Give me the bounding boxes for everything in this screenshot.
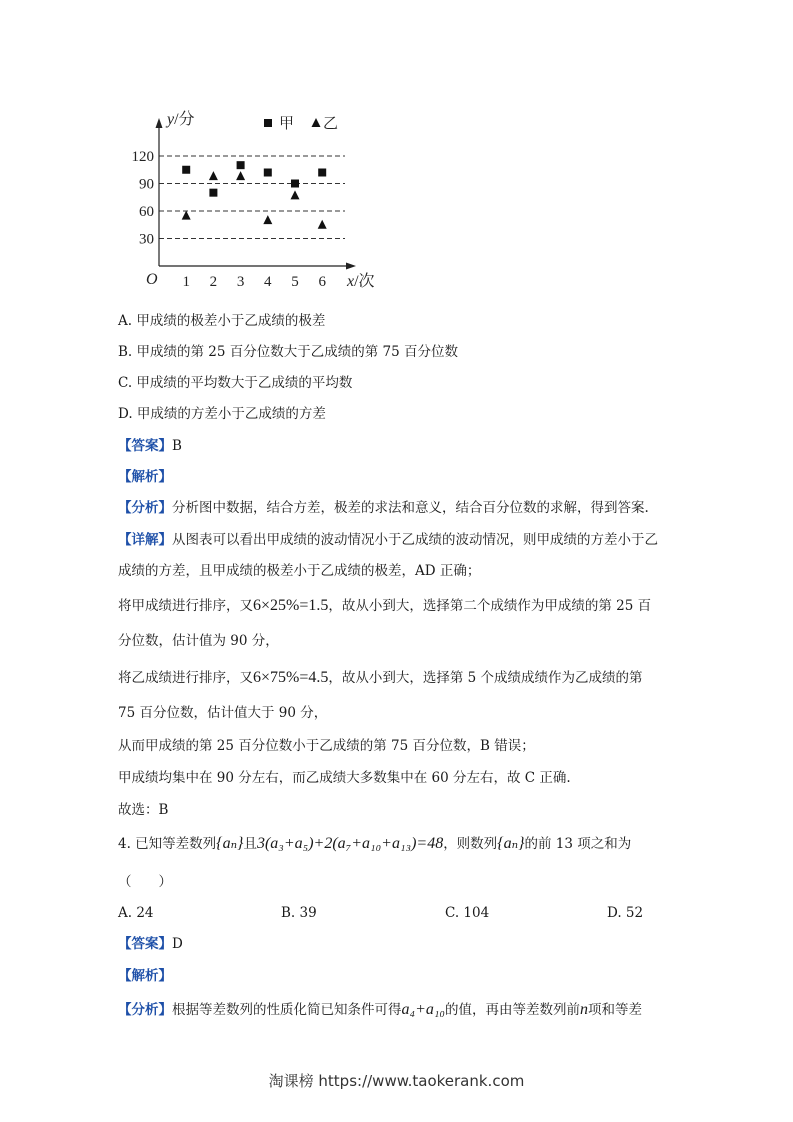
x-tick-5: 5 <box>291 274 299 290</box>
sort-yi-pre: 将乙成绩进行排序，又 <box>118 670 253 686</box>
q4-seq-2: {aₙ} <box>497 835 525 852</box>
q4-stem <box>118 834 631 854</box>
q4-post: ，则数列 <box>443 836 498 852</box>
q3-answer <box>118 436 182 456</box>
q3-analysis-heading <box>118 467 172 487</box>
q4-mid: 且 <box>243 836 257 852</box>
legend-label-yi: 乙 <box>323 116 339 132</box>
sort-yi-cont: 75 百分位数，估计值大于 90 分， <box>118 705 328 721</box>
point-乙-3 <box>236 171 245 180</box>
y-axis-arrow <box>156 118 163 128</box>
xiangjie-text-1: 从图表可以看出甲成绩的波动情况小于乙成绩的波动情况，则甲成绩的方差小于乙 <box>172 532 658 548</box>
q3-xiangjie <box>118 530 658 550</box>
q4-fenxi-mid: 的值，再由等差数列前 <box>444 1002 580 1018</box>
q4-fenxi-math: a₄+a₁₀ <box>401 1001 445 1018</box>
q4-paren: （ ） <box>118 874 172 890</box>
y-tick-30: 30 <box>139 231 154 248</box>
point-乙-2 <box>209 171 218 180</box>
sort-yi-formula: 6×75%=4.5 <box>253 669 329 686</box>
sort-yi <box>118 668 643 688</box>
q4-seq: {aₙ} <box>216 835 244 852</box>
point-甲-1 <box>182 166 190 174</box>
x-axis-label <box>346 272 375 290</box>
q3-option-d: D. 甲成绩的方差小于乙成绩的方差 <box>118 406 326 422</box>
q4-fenxi-tag: 【分析】 <box>118 1002 172 1018</box>
x-axis-var: x <box>347 273 355 290</box>
q4-option-c: C. 104 <box>445 905 490 921</box>
sort-jia-cont: 分位数，估计值为 90 分， <box>118 633 279 649</box>
analysis-tag: 【解析】 <box>118 469 172 485</box>
q3-fenxi <box>118 498 649 518</box>
q4-fenxi <box>118 1000 642 1020</box>
q4-option-b: B. 39 <box>281 905 317 921</box>
q4-answer-tag: 【答案】 <box>118 936 172 952</box>
legend-marker-triangle <box>312 118 321 127</box>
scatter-chart <box>0 0 793 300</box>
fenxi-text: 分析图中数据，结合方差，极差的求法和意义，结合百分位数的求解，得到答案. <box>172 500 649 516</box>
fenxi-tag: 【分析】 <box>118 500 172 516</box>
q4-analysis-tag: 【解析】 <box>118 968 172 984</box>
legend-marker-square <box>264 119 272 127</box>
x-tick-4: 4 <box>264 274 272 290</box>
point-乙-4 <box>263 215 272 224</box>
final-choice: 故选：B <box>118 802 169 818</box>
q3-option-c: C. 甲成绩的平均数大于乙成绩的平均数 <box>118 375 353 391</box>
sort-jia-post: ，故从小到大，选择第二个成绩作为甲成绩的第 25 百 <box>328 598 652 614</box>
q4-answer-value: D <box>172 936 183 952</box>
q4-stem-pre: 4. 已知等差数列 <box>118 836 217 852</box>
y-axis-unit: /分 <box>174 111 195 128</box>
answer-tag: 【答案】 <box>118 438 172 454</box>
q4-fenxi-pre: 根据等差数列的性质化简已知条件可得 <box>172 1002 402 1018</box>
y-tick-90: 90 <box>139 176 154 193</box>
x-axis-arrow <box>346 263 356 270</box>
conclusion-b: 从而甲成绩的第 25 百分位数小于乙成绩的第 75 百分位数，B 错误； <box>118 738 535 754</box>
x-tick-1: 1 <box>182 274 190 290</box>
point-乙-1 <box>182 211 191 220</box>
footer-watermark: 淘课榜 https://www.taokerank.com <box>268 1072 525 1090</box>
q4-fenxi-n: n <box>579 1001 588 1018</box>
q4-post2: 的前 13 项之和为 <box>524 836 632 852</box>
answer-value: B <box>172 438 182 454</box>
xiangjie-text-2: 成绩的方差，且甲成绩的极差小于乙成绩的极差，AD 正确； <box>118 563 481 579</box>
q4-answer <box>118 934 183 954</box>
point-乙-5 <box>291 190 300 199</box>
q3-option-a: A. 甲成绩的极差小于乙成绩的极差 <box>118 313 326 329</box>
sort-jia <box>118 596 651 616</box>
conclusion-c: 甲成绩均集中在 90 分左右，而乙成绩大多数集中在 60 分左右，故 C 正确. <box>118 770 571 786</box>
y-tick-60: 60 <box>139 204 154 220</box>
sort-jia-formula: 6×25%=1.5 <box>253 597 329 614</box>
y-tick-120: 120 <box>131 149 154 165</box>
q4-analysis-heading <box>118 966 172 986</box>
point-甲-5 <box>291 180 299 188</box>
point-乙-6 <box>318 220 327 229</box>
point-甲-4 <box>264 169 272 177</box>
x-axis-unit: /次 <box>354 273 375 290</box>
y-axis-var: y <box>167 111 175 128</box>
q4-option-a: A. 24 <box>118 905 154 921</box>
point-甲-3 <box>237 161 245 169</box>
y-axis-label <box>165 110 195 128</box>
x-tick-3: 3 <box>236 274 245 290</box>
q4-fenxi-post: 项和等差 <box>587 1002 642 1018</box>
point-甲-6 <box>318 169 326 177</box>
sort-yi-post: ，故从小到大，选择第 5 个成绩成绩作为乙成绩的第 <box>328 670 643 686</box>
legend-label-jia: 甲 <box>279 116 295 132</box>
x-tick-2: 2 <box>209 274 218 290</box>
q4-equation: 3(a₃+a₅)+2(a₇+a₁₀+a₁₃)=48 <box>256 835 444 852</box>
point-甲-2 <box>209 189 217 197</box>
xiangjie-tag: 【详解】 <box>118 532 172 548</box>
q3-option-b: B. 甲成绩的第 25 百分位数大于乙成绩的第 75 百分位数 <box>118 344 459 360</box>
origin-label: O <box>146 271 158 288</box>
x-tick-6: 6 <box>318 274 326 290</box>
q4-option-d: D. 52 <box>607 905 644 921</box>
sort-jia-pre: 将甲成绩进行排序，又 <box>118 598 253 614</box>
